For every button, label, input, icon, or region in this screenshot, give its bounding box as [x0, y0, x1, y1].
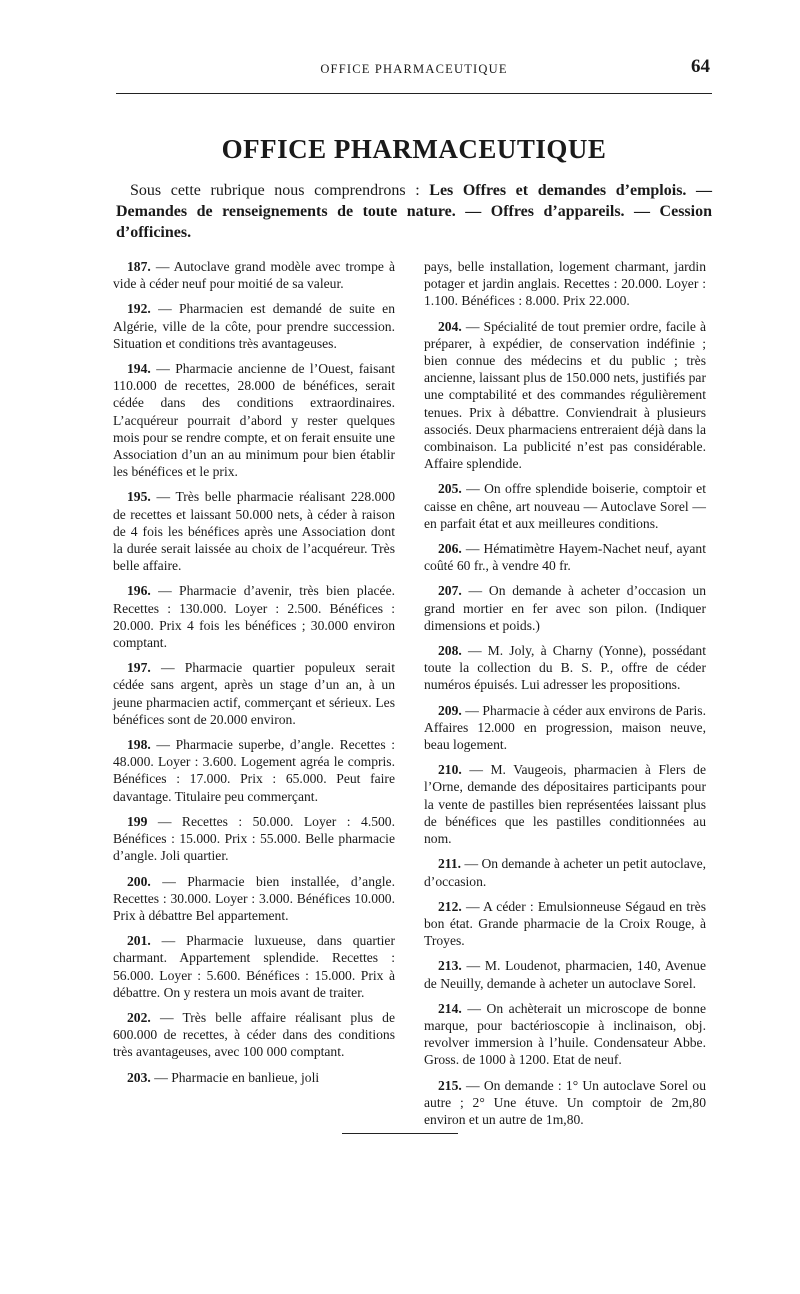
left-column: [113, 258, 395, 1094]
entry-number: 215.: [438, 1077, 462, 1093]
entry-text: — Pharmacie quartier populeux serait cédée sans argent, après un stage d’un an, à un jeune pharmacien actif, commerçant et sérieux. Les bénéfices sont de 20.000 environ.: [113, 660, 395, 727]
listing-entry: [113, 300, 395, 352]
entry-text: — Pharmacie ancienne de l’Ouest, faisant 110.000 de recettes, 28.000 de bénéfices, serait cédée dans des conditions extraordinaires. L’acquéreur pourrait d’abord y rester quelques mois pour se rendre compte, et on ferait ensuite une Association d’un an au minimum pour bien établir les bénéfices et le prix.: [113, 361, 395, 480]
page-title: OFFICE PHARMACEUTIQUE: [221, 134, 607, 164]
entry-text: — Pharmacie d’avenir, très bien placée. Recettes : 130.000. Loyer : 2.500. Bénéfices : 20.000. Prix 4 fois les bénéfices ; 30.000 environ comptant.: [113, 583, 395, 651]
header-rule: [116, 93, 712, 94]
entry-text: — Très belle pharmacie réalisant 228.000 de recettes et laissant 50.000 nets, à céder à raison de 4 fois les bénéfices après une Association dont la durée serait laissée au choix de l’acquéreur. Très belle affaire.: [113, 489, 395, 574]
listing-entry: [424, 898, 706, 950]
entry-text: — Très belle affaire réalisant plus de 600.000 de recettes, à céder dans des conditions très avantageuses, avec 100 000 comptant.: [113, 1009, 395, 1060]
entry-number: 214.: [438, 1000, 462, 1016]
entry-text: — On offre splendide boiserie, comptoir et caisse en chêne, art nouveau — Autoclave Sorel — en parfait état et aux meilleures conditions.: [424, 481, 706, 531]
listing-entry: [113, 736, 395, 805]
listing-entry: [113, 258, 395, 292]
listing-entry: [113, 1009, 395, 1061]
entry-text: — Spécialité de tout premier ordre, facile à préparer, à expédier, de conservation indéfinie ; bien connue des médecins et du public ; très ancienne, laissant plus de 150.000 nets, justifiés par une comptabilité et des commandes régulièrement tenues. Prix à débattre. Conviendrait à plusieurs associés. Deux pharmaciens entreraient déjà dans la combinaison. La publicité n’est pas considérable. Affaire splendide.: [424, 318, 706, 472]
entry-text: — On demande à acheter un petit autoclave, d’occasion.: [424, 856, 707, 889]
entry-number: 195.: [127, 489, 151, 505]
intro-paragraph: [116, 180, 712, 243]
listing-entry: [113, 488, 395, 574]
entry-number: 210.: [438, 762, 462, 778]
listing-entry: [424, 702, 706, 754]
entry-text: — Pharmacien est demandé de suite en Algérie, ville de la côte, pour prendre succession. Situation et conditions très avantageuses.: [113, 301, 395, 351]
intro-category-3: — Cession d’officines.: [116, 203, 712, 241]
listing-entry: [424, 1077, 706, 1129]
listing-entry: [113, 1069, 395, 1086]
entry-text: — M. Joly, à Charny (Yonne), possédant toute la collection du B. S. P., offre de céder numéros épuisés. Lui adresser les propositions.: [424, 643, 706, 693]
running-title: OFFICE PHARMACEUTIQUE: [320, 62, 508, 76]
listing-entry: [424, 540, 706, 574]
entry-text: — Autoclave grand modèle avec trompe à vide à céder neuf pour moitié de sa valeur.: [113, 259, 395, 292]
listing-entry: [113, 932, 395, 1001]
listing-entry: [113, 582, 395, 651]
entry-text: — Pharmacie superbe, d’angle. Recettes : 48.000. Loyer : 3.600. Logement agréa le compris. Bénéfices : 17.000. Prix : 65.000. Peut faire davantage. Titulaire peu commerçant.: [113, 737, 396, 804]
entry-text: — Pharmacie luxueuse, dans quartier charmant. Appartement splendide. Recettes : 56.000. Loyer : 5.600. Bénéfices : 15.000. Prix à débattre. On y restera un mois avant de traiter.: [113, 933, 395, 1000]
entry-text: — Recettes : 50.000. Loyer : 4.500. Bénéfices : 15.000. Prix : 55.000. Belle pharmacie d’angle. Joli quartier.: [113, 813, 396, 864]
entry-number: 209.: [438, 702, 462, 718]
entry-text: — Pharmacie à céder aux environs de Paris. Affaires 12.000 en progression, maison neuve, beau logement.: [424, 702, 706, 753]
entry-number: 206.: [438, 541, 462, 557]
entry-number: 202.: [127, 1009, 151, 1025]
page-header: [116, 54, 712, 84]
listing-entry: [113, 360, 395, 480]
entry-number: 204.: [438, 318, 462, 334]
entry-text: — A céder : Emulsionneuse Ségaud en très bon état. Grande pharmacie de la Croix Rouge, à Troyes.: [424, 898, 706, 949]
entry-text: — Hématimètre Hayem-Nachet neuf, ayant coûté 60 fr., à vendre 40 fr.: [424, 541, 706, 574]
listing-entry: [424, 761, 706, 847]
entry-number: 201.: [127, 933, 151, 949]
entry-number: 197.: [127, 660, 151, 676]
page-number: 64: [691, 56, 710, 77]
entry-number: 213.: [438, 958, 462, 974]
entry-number: 212.: [438, 898, 462, 914]
intro-lead: Sous cette rubrique nous comprendrons :: [130, 182, 430, 199]
entry-number: 207.: [438, 583, 462, 599]
entry-number: 200.: [127, 873, 151, 889]
intro-category-1: Les Offres et demandes d’emplois.: [429, 182, 687, 199]
listing-entry: [113, 873, 395, 925]
end-rule: [342, 1133, 458, 1134]
entry-number: 199: [127, 813, 148, 829]
listing-entry: [424, 642, 706, 694]
listing-entry: [424, 318, 706, 473]
entry-number: 203.: [127, 1069, 151, 1085]
intro-category-2: — Demandes de renseignements de toute nature. — Offres d’appareils.: [116, 182, 713, 220]
listing-entry: [113, 659, 395, 728]
entry-text: — On demande à acheter d’occasion un grand mortier en fer avec son pilon. (Indiquer dimensions et poids.): [424, 583, 706, 633]
entry-text: — On demande : 1° Un autoclave Sorel ou autre ; 2° Une étuve. Un comptoir de 2m,80 environ et un autre de 1m,80.: [424, 1077, 706, 1127]
entry-text: — Pharmacie bien installée, d’angle. Recettes : 30.000. Loyer : 3.000. Bénéfices 10.000. Prix à débattre Bel appartement.: [113, 873, 395, 923]
entry-text: — M. Loudenot, pharmacien, 140, Avenue de Neuilly, demande à acheter un autoclave Sorel.: [424, 958, 706, 991]
entry-number: 196.: [127, 583, 151, 599]
entry-number: 194.: [127, 361, 151, 377]
entry-text: — On achèterait un microscope de bonne marque, pour bactérioscopie à inclinaison, obj. revolver immersion à l’huile. Condensateur Abbe. Gross. de 1000 à 1200. Etat de neuf.: [424, 1000, 706, 1068]
entry-number: 211.: [438, 856, 462, 872]
entry-number: 208.: [438, 643, 462, 659]
entry-text: — Pharmacie en banlieue, joli: [154, 1069, 320, 1085]
listing-entry: [424, 480, 706, 532]
entry-number: 187.: [127, 259, 151, 274]
listing-entry-continuation: pays, belle installation, logement charmant, jardin potager et jardin anglais. Recettes : 20.000. Loyer : 1.100. Bénéfices : 8.000. Prix 22.000.: [424, 259, 706, 309]
entry-number: 205.: [438, 481, 462, 497]
listing-entry: [424, 855, 706, 889]
entry-number: 198.: [127, 737, 151, 753]
right-column: [424, 258, 706, 1136]
listing-entry: [424, 1000, 706, 1069]
entry-text: — M. Vaugeois, pharmacien à Flers de l’Orne, demande des dépositaires participants pour la vente de pastilles bien représentées laissant plus de bénéfices que les pastilles conditionnées au nom.: [424, 762, 706, 847]
listing-entry: [113, 813, 395, 865]
entry-number: 192.: [127, 301, 151, 317]
listing-entry: [424, 957, 706, 991]
listing-entry: [424, 582, 706, 634]
